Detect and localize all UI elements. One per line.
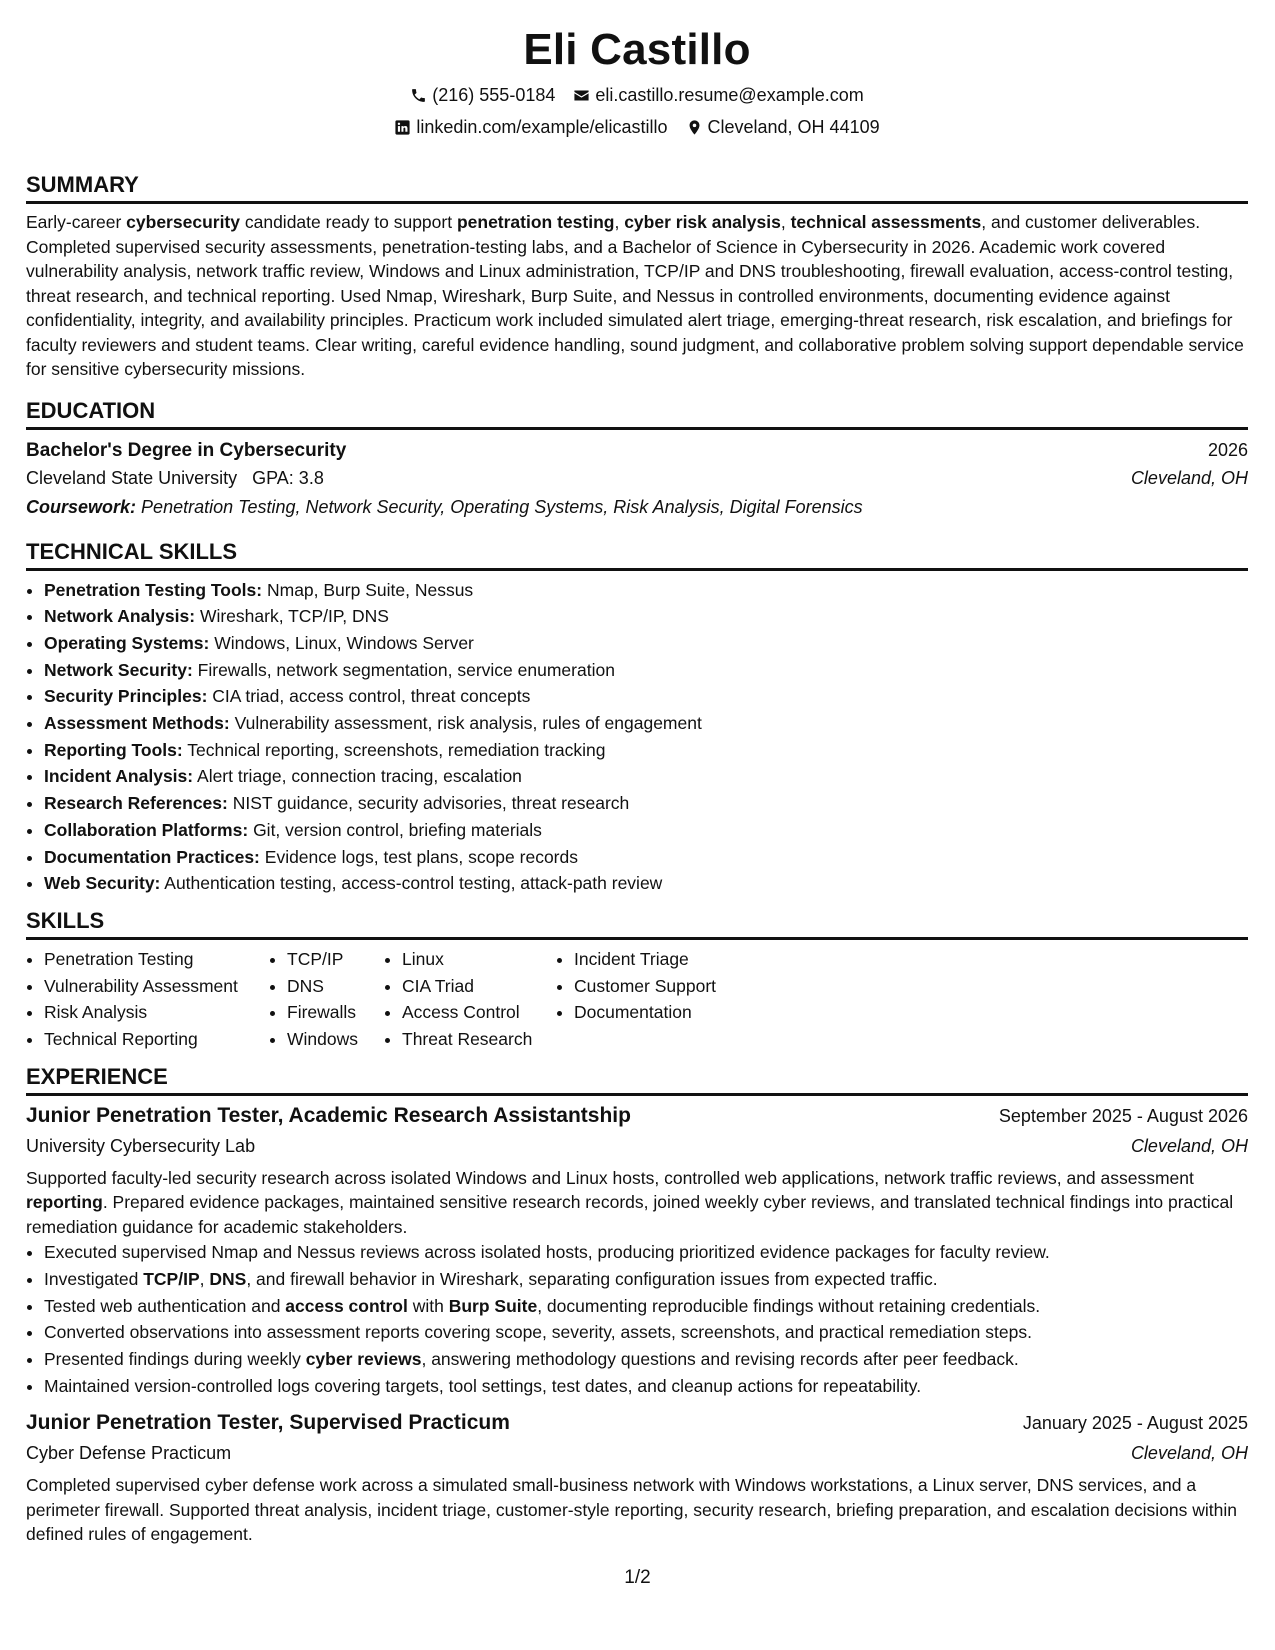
contact-row-1 <box>26 84 1248 106</box>
bold-text: reporting <box>26 1192 103 1213</box>
skills-column <box>556 946 756 1053</box>
education-degree-row <box>26 437 1248 464</box>
skill-category: Reporting Tools: <box>44 739 183 760</box>
technical-skill-item <box>44 630 1248 657</box>
skill-values: CIA triad, access control, threat concepts <box>212 686 531 707</box>
coursework-list: Penetration Testing, Network Security, Operating Systems, Risk Analysis, Digital Forensics <box>141 496 863 517</box>
technical-skill-item <box>44 737 1248 764</box>
job-entry <box>26 1102 1248 1400</box>
skill-values: Alert triage, connection tracing, escalation <box>197 766 522 787</box>
text-run: Investigated <box>44 1268 144 1289</box>
skill-category: Collaboration Platforms: <box>44 819 249 840</box>
graduation-year: 2026 <box>1207 439 1248 460</box>
technical-skill-item <box>44 657 1248 684</box>
technical-skill-item <box>44 817 1248 844</box>
skills-column <box>384 946 556 1053</box>
skill-item: • Penetration Testing <box>44 946 269 973</box>
skill-values: Windows, Linux, Windows Server <box>214 632 474 653</box>
skill-item: • Vulnerability Assessment <box>44 973 269 1000</box>
text-run: , <box>780 212 791 232</box>
text-run: , and customer deliverables. Completed supervised security assessments, penetration-testing labs, and a Bachelor of Science in Cybersecurity in 2026. Academic work covered vulnerability analysis, network traffic review, Windows and Linux administration, TCP/IP and DNS troubleshooting, firewall evaluation, access-control testing, threat research, and technical reporting. Used Nmap, Wireshark, Burp Suite, and Nessus in controlled environments, documenting evidence against confidentiality, integrity, and availability principles. Practicum work included simulated alert triage, emerging-threat research, risk escalation, and briefings for faculty reviewers and student teams. Clear writing, careful evidence handling, sound judgment, and collaborative problem solving support dependable service for sensitive cybersecurity missions. <box>26 212 1244 379</box>
technical-skill-item <box>44 763 1248 790</box>
job-bullet <box>44 1239 1248 1266</box>
skill-values: Vulnerability assessment, risk analysis, rules of engagement <box>234 713 702 734</box>
skill-values: Authentication testing, access-control testing, attack-path review <box>164 873 663 894</box>
bold-text: cybersecurity <box>126 212 240 232</box>
summary-heading: SUMMARY <box>26 171 1248 204</box>
technical-skills-heading: TECHNICAL SKILLS <box>26 538 1248 571</box>
candidate-name: Eli Castillo <box>523 25 751 74</box>
map-pin-icon <box>686 119 703 136</box>
linkedin-icon <box>394 119 411 136</box>
skill-item: • Customer Support <box>574 973 756 1000</box>
job-bullet <box>44 1346 1248 1373</box>
technical-skills-list <box>26 577 1248 897</box>
text-run: , <box>614 212 625 232</box>
bold-text: cyber reviews <box>305 1349 422 1370</box>
location-text: Cleveland, OH 44109 <box>707 117 880 137</box>
text-run: Maintained version-controlled logs covering targets, tool settings, test dates, and cleanup actions for repeatability. <box>44 1375 922 1396</box>
skill-values: Evidence logs, test plans, scope records <box>264 846 578 867</box>
linkedin-contact <box>394 116 667 138</box>
email-contact <box>573 84 863 106</box>
skill-category: Research References: <box>44 793 228 814</box>
skill-item: • Access Control <box>402 999 556 1026</box>
technical-skill-item <box>44 603 1248 630</box>
bold-text: DNS <box>209 1268 247 1289</box>
skill-values: Firewalls, network segmentation, service enumeration <box>197 659 615 680</box>
phone-icon <box>410 87 427 104</box>
bold-text: technical assessments <box>790 212 982 232</box>
job-summary <box>26 1473 1248 1547</box>
skill-item: • TCP/IP <box>287 946 384 973</box>
job-organization: University Cybersecurity Lab <box>26 1135 256 1156</box>
linkedin-url[interactable]: linkedin.com/example/elicastillo <box>416 117 668 137</box>
technical-skill-item <box>44 790 1248 817</box>
skill-values: Wireshark, TCP/IP, DNS <box>199 606 389 627</box>
skill-category: Web Security: <box>44 873 161 894</box>
school-name: Cleveland State University <box>26 467 238 488</box>
job-entry <box>26 1409 1248 1547</box>
text-run: Completed supervised cyber defense work across a simulated small-business network with Windows workstations, a Linux server, DNS services, and a perimeter firewall. Supported threat analysis, incident triage, customer-style reporting, security research, briefing preparation, and escalation decisions within defined rules of engagement. <box>26 1475 1238 1545</box>
technical-skill-item <box>44 870 1248 897</box>
envelope-icon <box>573 87 590 104</box>
skill-item: • Incident Triage <box>574 946 756 973</box>
job-dates: September 2025 - August 2026 <box>998 1105 1248 1126</box>
phone-number: (216) 555-0184 <box>432 85 556 105</box>
skill-item: • Firewalls <box>287 999 384 1026</box>
skill-category: Network Analysis: <box>44 606 196 627</box>
skill-item: • Threat Research <box>402 1026 556 1053</box>
bold-text: Burp Suite <box>448 1295 538 1316</box>
text-run: . Prepared evidence packages, maintained sensitive research records, joined weekly cyber reviews, and translated technical findings into practical remediation guidance for academic stakeholders. <box>26 1192 1234 1237</box>
job-bullet <box>44 1319 1248 1346</box>
skill-category: Operating Systems: <box>44 632 210 653</box>
skill-values: NIST guidance, security advisories, threat research <box>232 793 630 814</box>
education-heading: EDUCATION <box>26 397 1248 430</box>
bold-text: TCP/IP <box>143 1268 200 1289</box>
phone-contact <box>410 84 555 106</box>
job-org-row <box>26 1130 1248 1162</box>
text-run: , and firewall behavior in Wireshark, separating configuration issues from expected traffic. <box>246 1268 938 1289</box>
job-title-row <box>26 1102 1248 1130</box>
skill-category: Documentation Practices: <box>44 846 260 867</box>
text-run: Tested web authentication and <box>44 1295 286 1316</box>
school-location: Cleveland, OH <box>1130 467 1248 488</box>
text-run: candidate ready to support <box>240 212 457 232</box>
summary-text <box>26 210 1248 382</box>
job-summary <box>26 1166 1248 1240</box>
skill-item: • DNS <box>287 973 384 1000</box>
text-run: , documenting reproducible findings without retaining credentials. <box>537 1295 1041 1316</box>
skill-item: • Linux <box>402 946 556 973</box>
bold-text: access control <box>285 1295 408 1316</box>
skill-category: Network Security: <box>44 659 193 680</box>
text-run: Executed supervised Nmap and Nessus reviews across isolated hosts, producing prioritized evidence packages for faculty review. <box>44 1242 1050 1263</box>
skill-category: Assessment Methods: <box>44 713 230 734</box>
text-run: , <box>199 1268 210 1289</box>
skill-category: Incident Analysis: <box>44 766 194 787</box>
text-run: Converted observations into assessment reports covering scope, severity, assets, screenshots, and practical remediation steps. <box>44 1322 1032 1343</box>
job-title: Junior Penetration Tester, Academic Research Assistantship <box>26 1103 631 1127</box>
skill-values: Nmap, Burp Suite, Nessus <box>266 579 474 600</box>
job-org-row <box>26 1437 1248 1469</box>
resume-page <box>26 0 1248 1547</box>
technical-skill-item <box>44 683 1248 710</box>
degree-title: Bachelor's Degree in Cybersecurity <box>26 439 347 461</box>
experience-heading: EXPERIENCE <box>26 1063 1248 1096</box>
contact-row-2 <box>26 116 1248 138</box>
job-bullet <box>44 1373 1248 1400</box>
coursework-row <box>26 493 1248 522</box>
job-location: Cleveland, OH <box>1130 1135 1248 1156</box>
education-school-row <box>26 464 1248 493</box>
job-bullets <box>26 1239 1248 1399</box>
text-run: Presented findings during weekly <box>44 1349 306 1370</box>
text-run: Early-career <box>26 212 127 232</box>
experience-list <box>26 1102 1248 1547</box>
job-location: Cleveland, OH <box>1130 1443 1248 1464</box>
job-title-row <box>26 1409 1248 1437</box>
skill-item: • Risk Analysis <box>44 999 269 1026</box>
email-address[interactable]: eli.castillo.resume@example.com <box>595 85 864 105</box>
technical-skill-item <box>44 577 1248 604</box>
skills-grid <box>26 946 1248 1053</box>
skill-values: Technical reporting, screenshots, remediation tracking <box>187 739 606 760</box>
skill-item: • Documentation <box>574 999 756 1026</box>
bold-text: cyber risk analysis <box>624 212 781 232</box>
technical-skill-item <box>44 710 1248 737</box>
skills-column <box>26 946 269 1053</box>
job-bullet <box>44 1266 1248 1293</box>
location-contact <box>686 116 880 138</box>
coursework-label: Coursework: <box>26 496 137 517</box>
gpa: GPA: 3.8 <box>252 467 324 488</box>
text-run: Supported faculty-led security research across isolated Windows and Linux hosts, controlled web applications, network traffic reviews, and assessment <box>26 1167 1194 1188</box>
page-number: 1/2 <box>624 1567 651 1588</box>
skill-values: Git, version control, briefing materials <box>253 819 542 840</box>
job-organization: Cyber Defense Practicum <box>26 1443 232 1464</box>
technical-skill-item <box>44 844 1248 871</box>
job-dates: January 2025 - August 2025 <box>1022 1413 1248 1434</box>
skill-category: Penetration Testing Tools: <box>44 579 263 600</box>
bold-text: penetration testing <box>456 212 615 232</box>
skills-column <box>269 946 384 1053</box>
skill-item: • Technical Reporting <box>44 1026 269 1053</box>
job-title: Junior Penetration Tester, Supervised Practicum <box>26 1411 510 1435</box>
skill-item: • Windows <box>287 1026 384 1053</box>
text-run: , answering methodology questions and revising records after peer feedback. <box>421 1349 1019 1370</box>
skills-heading: SKILLS <box>26 907 1248 940</box>
text-run: with <box>407 1295 449 1316</box>
school-line <box>26 464 324 493</box>
job-bullet <box>44 1293 1248 1320</box>
skill-category: Security Principles: <box>44 686 208 707</box>
skill-item: • CIA Triad <box>402 973 556 1000</box>
